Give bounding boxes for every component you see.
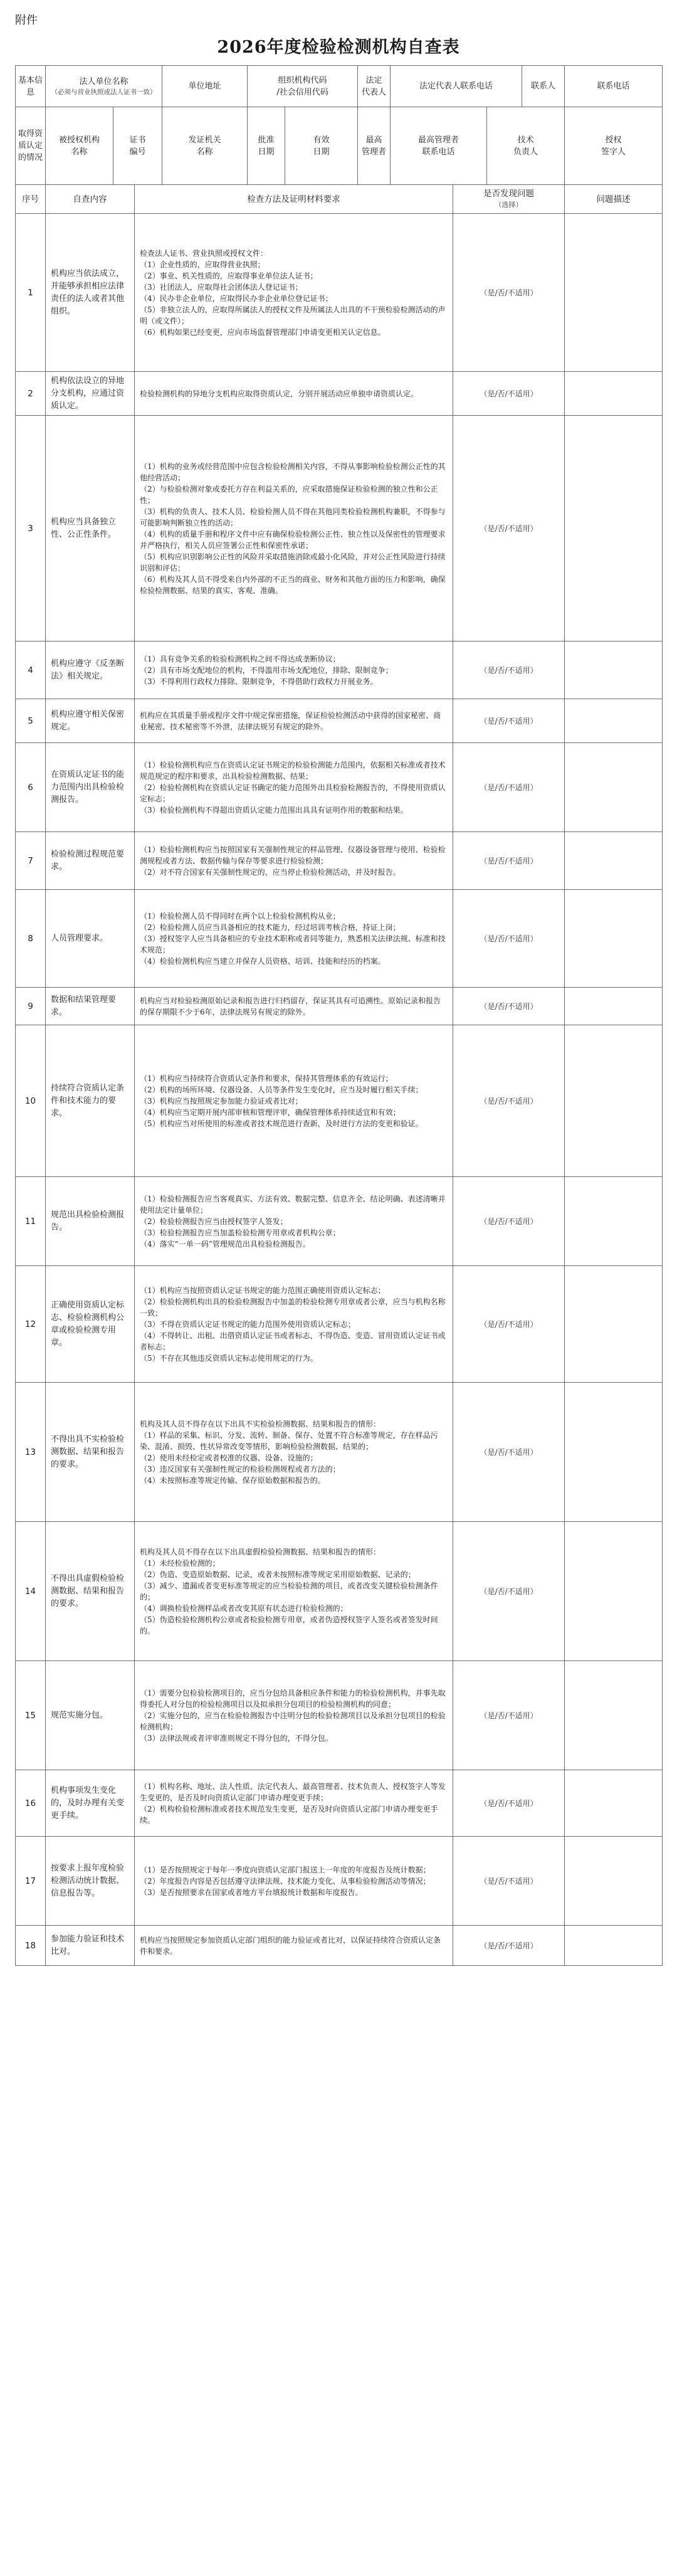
- method-line: （5）非独立法人的，应取得所属法人的授权文件及所属法人出具的不干预检验检测活动的声明（或文件）；: [140, 305, 446, 325]
- top-manager-phone-label-2: 联系电话: [422, 147, 455, 157]
- method-line: （5）机构应识别影响公正性的风险并采取措施消除或最小化风险，并对公正性风险进行持续识别和评估；: [140, 552, 446, 573]
- method-line: （3）减少、遗漏或者变更标准等规定的应当检验检测的项目，或者改变关键检验检测条件的；: [140, 1581, 438, 1602]
- legal-rep-phone-cell[interactable]: 法定代表人联系电话: [391, 66, 522, 107]
- table-row: [16, 699, 663, 743]
- method-line: （2）实施分包的，应当在检验检测报告中注明分包的检验检测项目以及承担分包项目的检验检测机构；: [140, 1711, 446, 1731]
- approval-date-label-2: 日期: [258, 147, 275, 157]
- table-row: [16, 1266, 663, 1383]
- issue-found-select[interactable]: （是/否/不适用）: [453, 1661, 565, 1770]
- table-row: [16, 1383, 663, 1522]
- method-line: （4）检验检测机构应当建立并保存人员资格、培训、技能和经历的档案。: [140, 956, 386, 966]
- method-line: （3）机构的负责人、技术人员、检验检测人员不得在其他同类检验检测机构兼职，不得参与可能影响判断独立性的活动；: [140, 507, 446, 527]
- issue-found-select[interactable]: （是/否/不适用）: [453, 832, 565, 890]
- check-items: [16, 214, 663, 1966]
- issue-found-select[interactable]: （是/否/不适用）: [453, 1770, 565, 1837]
- approval-date-cell[interactable]: [248, 107, 285, 185]
- legal-rep-label-1: 法定: [365, 75, 382, 85]
- row-number: 14: [16, 1522, 46, 1661]
- issue-description-field[interactable]: [565, 416, 663, 641]
- method-line: （4）不得转让、出租、出借资质认定证书或者标志，不得伪造、变造、冒用资质认定证书或者标志；: [140, 1331, 446, 1351]
- org-code-label: 组织机构代码: [278, 75, 327, 85]
- check-content: 不得出具不实检验检测数据、结果和报告的要求。: [46, 1383, 135, 1522]
- issue-found-select[interactable]: （是/否/不适用）: [453, 214, 565, 372]
- check-content: 人员管理要求。: [46, 890, 135, 988]
- check-method: [135, 1025, 453, 1177]
- check-content: 机构应当具备独立性、公正性条件。: [46, 416, 135, 641]
- issue-description-field[interactable]: [565, 743, 663, 832]
- check-content: 机构应遵守《反垄断法》相关规定。: [46, 641, 135, 699]
- issuer-label-1: 发证机关: [188, 135, 221, 145]
- check-method: [135, 890, 453, 988]
- page-title: 2026年度检验检测机构自查表: [217, 38, 460, 57]
- top-manager-phone-cell[interactable]: [391, 107, 487, 185]
- method-line: （2）与检验检测对象或委托方存在利益关系的，应采取措施保证检验检测的独立性和公正性；: [140, 484, 438, 505]
- legal-entity-name-cell[interactable]: [46, 66, 162, 107]
- method-line: （1）未经检验检测的；: [140, 1558, 220, 1568]
- qualification-info-label: 取得资质认定的情况: [16, 107, 46, 185]
- table-row: [16, 1926, 663, 1966]
- cert-no-label-2: 编号: [129, 147, 146, 157]
- method-line: （3）是否按照要求在国家或者地方平台填报统计数据和年度报告。: [140, 1887, 363, 1897]
- method-line: 机构及其人员不得存在以下出具不实检验检测数据、结果和报告的情形：: [140, 1419, 381, 1428]
- method-line: （3）违反国家有关强制性规定的检验检测规程或者方法的；: [140, 1464, 340, 1474]
- legal-entity-name-note: （必须与营业执照或法人证书一致）: [51, 88, 157, 96]
- tech-lead-cell[interactable]: [487, 107, 565, 185]
- issue-found-select[interactable]: （是/否/不适用）: [453, 890, 565, 988]
- check-method: [135, 372, 453, 416]
- check-content: 持续符合资质认定条件和技术能力的要求。: [46, 1025, 135, 1177]
- credit-code-label: /社会信用代码: [276, 87, 328, 97]
- table-row: [16, 1522, 663, 1661]
- method-line: （4）机构的质量手册和程序文件中应有确保检验检测公正性、独立性以及保密性的管理要求并严格执行，相关人员应签署公正性和保密性承诺；: [140, 529, 446, 550]
- issue-found-select[interactable]: （是/否/不适用）: [453, 1837, 565, 1926]
- contact-person-cell[interactable]: 联系人: [522, 66, 565, 107]
- issue-description-field[interactable]: [565, 890, 663, 988]
- method-line: （3）授权签字人应当具备相应的专业技术职称或者同等能力，熟悉相关法律法规、标准和技术规范；: [140, 934, 446, 954]
- tech-lead-label-1: 技术: [517, 135, 534, 145]
- issue-description-field[interactable]: [565, 1770, 663, 1837]
- issue-description-field[interactable]: [565, 1837, 663, 1926]
- lab-name-label-2: 名称: [71, 147, 88, 157]
- method-line: （1）检验检测人员不得同时在两个以上检验检测机构从业；: [140, 911, 340, 921]
- basic-info-row: [16, 66, 663, 107]
- method-line: （1）机构名称、地址、法人性质、法定代表人、最高管理者、技术负责人、授权签字人等发生变更的，是否及时向资质认定部门申请办理变更手续；: [140, 1782, 446, 1802]
- annex-label: 附件: [15, 14, 38, 27]
- issue-description-field[interactable]: [565, 214, 663, 372]
- issue-found-select[interactable]: （是/否/不适用）: [453, 1177, 565, 1266]
- table-row: [16, 1025, 663, 1177]
- method-line: （1）检验检测报告应当客观真实、方法有效、数据完整、信息齐全、结论明确、表述清晰并使用法定计量单位；: [140, 1194, 446, 1215]
- table-row: [16, 743, 663, 832]
- method-line: （1）机构应当按照资质认定证书规定的能力范围正确使用资质认定标志；: [140, 1285, 386, 1295]
- valid-date-label-1: 有效: [313, 135, 330, 145]
- check-method: [135, 1522, 453, 1661]
- check-content: 规范实施分包。: [46, 1661, 135, 1770]
- method-line: （2）检验检测机构出具的检验检测报告中加盖的检验检测专用章或者公章，应当与机构名称一致；: [140, 1297, 446, 1317]
- row-number: 1: [16, 214, 46, 372]
- top-manager-cell[interactable]: [358, 107, 391, 185]
- method-line: （1）样品的采集、标识、分发、流转、制备、保存、处置不符合标准等规定，存在样品污染、混淆、损毁、性状异常改变等情形，影响检验检测数据、结果的；: [140, 1430, 438, 1451]
- check-content: 机构事项发生变化的，及时办理有关变更手续。: [46, 1770, 135, 1837]
- method-line: （4）未按照标准等规定传输、保存原始数据和报告的。: [140, 1475, 325, 1485]
- method-line: （1）需要分包检验检测项目的，应当分包给具备相应条件和能力的检验检测机构，并事先取得委托人对分包的检验检测项目以及拟承担分包项目的检验检测机构的同意；: [140, 1688, 446, 1709]
- contact-phone-cell[interactable]: 联系电话: [565, 66, 663, 107]
- check-method: [135, 988, 453, 1025]
- method-line: （2）检验检测机构在资质认定证书确定的能力范围外出具检验检测报告的，不得使用资质认定标志；: [140, 783, 446, 803]
- issue-found-select[interactable]: （是/否/不适用）: [453, 1522, 565, 1661]
- method-line: 机构应在其质量手册或程序文件中规定保密措施，保证检验检测活动中获得的国家秘密、商业秘密、技术秘密等不外泄，法律法规另有规定的除外。: [140, 710, 441, 731]
- col-header-found-title: 是否发现问题: [483, 188, 535, 199]
- method-line: （3）社团法人，应取得社会团体法人登记证书；: [140, 282, 303, 292]
- check-method: [135, 1266, 453, 1383]
- method-line: （2）使用未经检定或者校准的仪器、设备、设施的；: [140, 1453, 318, 1462]
- check-content: 正确使用资质认定标志、检验检测机构公章或检验检测专用章。: [46, 1266, 135, 1383]
- row-number: 3: [16, 416, 46, 641]
- check-content: 机构应遵守相关保密规定。: [46, 699, 135, 743]
- cert-no-label-1: 证书: [129, 135, 146, 145]
- check-method: [135, 1837, 453, 1926]
- method-line: 机构应当对检验检测原始记录和报告进行归档留存，保证其具有可追溯性。原始记录和报告的保存期限不少于6年，法律法规另有规定的除外。: [140, 996, 441, 1016]
- table-row: [16, 1837, 663, 1926]
- table-row: [16, 372, 663, 416]
- unit-address-cell[interactable]: 单位地址: [162, 66, 248, 107]
- table-row: [16, 641, 663, 699]
- method-line: （1）是否按照规定于每年一季度向资质认定部门报送上一年度的年度报告及统计数据；: [140, 1865, 431, 1874]
- method-line: （2）机构的场所环境、仪器设备、人员等条件发生变化时，应当及时履行相关手续；: [140, 1085, 423, 1094]
- qualification-info-row: [16, 107, 663, 185]
- row-number: 4: [16, 641, 46, 699]
- check-method: [135, 1926, 453, 1966]
- method-line: （1）检验检测机构应当在资质认定证书规定的检验检测能力范围内，依据相关标准或者技术规范规定的程序和要求，出具检验检测数据、结果；: [140, 760, 446, 781]
- method-line: （2）具有市场支配地位的机构，不得滥用市场支配地位，排除、限制竞争；: [140, 665, 393, 675]
- top-manager-label-2: 管理者: [362, 147, 387, 157]
- issuer-label-2: 名称: [196, 147, 213, 157]
- table-row: [16, 214, 663, 372]
- row-number: 5: [16, 699, 46, 743]
- issue-found-select[interactable]: （是/否/不适用）: [453, 372, 565, 416]
- check-method: [135, 1383, 453, 1522]
- row-number: 8: [16, 890, 46, 988]
- method-line: （1）机构的业务或经营范围中应包含检验检测相关内容，不得从事影响检验检测公正性的其他经营活动；: [140, 462, 446, 482]
- issue-description-field[interactable]: [565, 641, 663, 699]
- col-header-method: 检查方法及证明材料要求: [135, 185, 453, 214]
- top-manager-phone-label-1: 最高管理者: [418, 135, 459, 145]
- check-method: [135, 416, 453, 641]
- check-content: 规范出具检验检测报告。: [46, 1177, 135, 1266]
- method-line: （5）不存在其他违反资质认定标志使用规定的行为。: [140, 1353, 318, 1363]
- col-header-content: 自查内容: [46, 185, 135, 214]
- check-method: [135, 641, 453, 699]
- column-header-row: [16, 185, 663, 214]
- table-row: [16, 1177, 663, 1266]
- basic-info-label: 基本信息: [16, 66, 46, 107]
- issue-description-field[interactable]: [565, 1177, 663, 1266]
- check-method: [135, 699, 453, 743]
- check-content: 机构依法设立的异地分支机构，应通过资质认定。: [46, 372, 135, 416]
- issue-description-field[interactable]: [565, 832, 663, 890]
- check-method: [135, 1661, 453, 1770]
- check-content: 检验检测过程规范要求。: [46, 832, 135, 890]
- issue-description-field[interactable]: [565, 699, 663, 743]
- col-header-desc: 问题描述: [565, 185, 663, 214]
- tech-lead-label-2: 负责人: [513, 147, 538, 157]
- legal-rep-label-2: 代表人: [362, 87, 387, 97]
- issue-description-field[interactable]: [565, 1661, 663, 1770]
- method-line: （4）调换检验检测样品或者改变其原有状态进行检验检测的；: [140, 1603, 348, 1613]
- table-row: [16, 1661, 663, 1770]
- col-header-no: 序号: [16, 185, 46, 214]
- issue-found-select[interactable]: （是/否/不适用）: [453, 416, 565, 641]
- table-row: [16, 988, 663, 1025]
- method-line: （3）不得利用行政权力排除、限制竞争，不得借助行政权力开展业务。: [140, 677, 378, 686]
- check-content: 数据和结果管理要求。: [46, 988, 135, 1025]
- signatory-label-1: 授权: [605, 135, 622, 145]
- method-line: （4）民办非企业单位，应取得民办非企业单位登记证书；: [140, 293, 333, 303]
- cert-no-cell[interactable]: [113, 107, 162, 185]
- issue-description-field[interactable]: [565, 1025, 663, 1177]
- check-content: 机构应当依法成立，并能够承担相应法律责任的法人或者其他组织。: [46, 214, 135, 372]
- signatory-label-2: 签字人: [601, 147, 626, 157]
- row-number: 15: [16, 1661, 46, 1770]
- row-number: 11: [16, 1177, 46, 1266]
- issue-found-select[interactable]: （是/否/不适用）: [453, 641, 565, 699]
- lab-name-cell[interactable]: [46, 107, 113, 185]
- check-content: 参加能力验证和技术比对。: [46, 1926, 135, 1966]
- row-number: 13: [16, 1383, 46, 1522]
- method-line: （1）企业性质的，应取得营业执照；: [140, 260, 265, 269]
- table-row: [16, 832, 663, 890]
- check-method: [135, 1177, 453, 1266]
- method-line: （1）机构应当持续符合资质认定条件和要求，保持其管理体系的有效运行；: [140, 1074, 393, 1083]
- method-line: 检验检测机构的异地分支机构应取得资质认定，分别开展活动应单独申请资质认定。: [140, 389, 419, 398]
- row-number: 6: [16, 743, 46, 832]
- method-line: （2）检验检测报告应当由授权签字人签发；: [140, 1217, 288, 1226]
- check-content: 不得出具虚假检验检测数据、结果和报告的要求。: [46, 1522, 135, 1661]
- table-row: [16, 890, 663, 988]
- issue-found-select[interactable]: （是/否/不适用）: [453, 1926, 565, 1966]
- method-line: （3）检验检测报告应当加盖检验检测专用章或者机构公章；: [140, 1228, 340, 1237]
- method-line: （2）检验检测人员应当具备相应的技术能力，经过培训考核合格，持证上岗；: [140, 922, 401, 932]
- row-number: 12: [16, 1266, 46, 1383]
- issue-found-select[interactable]: （是/否/不适用）: [453, 1383, 565, 1522]
- method-line: （3）不得在资质认定证书规定的能力范围外使用资质认定标志；: [140, 1319, 355, 1329]
- issue-description-field[interactable]: [565, 1926, 663, 1966]
- method-line: （2）年度报告内容是否包括遵守法律法规、技术能力变化、从事检验检测活动等情况；: [140, 1876, 431, 1886]
- row-number: 7: [16, 832, 46, 890]
- row-number: 10: [16, 1025, 46, 1177]
- method-line: （5）伪造检验检测机构公章或者检验检测专用章，或者伪造授权签字人签名或者签发时间的。: [140, 1615, 438, 1635]
- method-line: 机构及其人员不得存在以下出具虚假检验检测数据、结果和报告的情形：: [140, 1547, 381, 1556]
- issue-description-field[interactable]: [565, 372, 663, 416]
- issue-description-field[interactable]: [565, 1522, 663, 1661]
- check-method: [135, 832, 453, 890]
- check-method: [135, 1770, 453, 1837]
- check-method: [135, 743, 453, 832]
- col-header-found-note: （选择）: [495, 200, 523, 209]
- issuer-cell[interactable]: [162, 107, 248, 185]
- method-line: （6）机构及其人员不得受来自内外部的不正当的商业、财务和其他方面的压力和影响，确保检验检测数据、结果的真实、客观、准确。: [140, 574, 446, 595]
- method-line: （2）机构检验检测标准或者技术规范发生变更，是否及时向资质认定部门申请办理变更手续。: [140, 1804, 438, 1825]
- check-content: 在资质认定证书的能力范围内出具检验检测报告。: [46, 743, 135, 832]
- method-line: （3）检验检测机构不得超出资质认定能力范围出具具有证明作用的数据和结果。: [140, 805, 408, 815]
- method-line: 检查法人证书、营业执照或授权文件：: [140, 248, 268, 258]
- legal-entity-name-label: 法人单位名称: [79, 77, 129, 87]
- issue-found-select[interactable]: （是/否/不适用）: [453, 743, 565, 832]
- row-number: 16: [16, 1770, 46, 1837]
- method-line: （2）事业、机关性质的，应取得事业单位法人证书；: [140, 271, 318, 280]
- method-line: （5）机构应当对所使用的标准或者技术规范进行查新，及时进行方法的变更和验证。: [140, 1119, 423, 1128]
- table-row: [16, 416, 663, 641]
- issue-description-field[interactable]: [565, 1266, 663, 1383]
- top-manager-label-1: 最高: [365, 135, 382, 145]
- method-line: （4）机构应当定期开展内部审核和管理评审，确保管理体系持续适宜和有效；: [140, 1107, 401, 1117]
- approval-date-label-1: 批准: [258, 135, 275, 145]
- row-number: 17: [16, 1837, 46, 1926]
- col-header-found: [453, 185, 565, 214]
- method-line: （6）机构如果已经变更，应向市场监督管理部门申请变更相关认定信息。: [140, 327, 386, 337]
- lab-name-label-1: 被授权机构: [58, 135, 100, 145]
- valid-date-cell[interactable]: [285, 107, 358, 185]
- method-line: （3）机构应当按照规定参加能力验证或者比对；: [140, 1096, 303, 1106]
- issue-found-select[interactable]: （是/否/不适用）: [453, 1025, 565, 1177]
- issue-found-select[interactable]: （是/否/不适用）: [453, 988, 565, 1025]
- row-number: 2: [16, 372, 46, 416]
- issue-description-field[interactable]: [565, 988, 663, 1025]
- method-line: （2）伪造、变造原始数据、记录，或者未按照标准等规定采用原始数据、记录的；: [140, 1570, 416, 1579]
- row-number: 9: [16, 988, 46, 1025]
- issue-found-select[interactable]: （是/否/不适用）: [453, 699, 565, 743]
- method-line: （3）法律法规或者评审准则规定不得分包的，不得分包。: [140, 1733, 333, 1743]
- method-line: （1）检验检测机构应当按照国家有关强制性规定的样品管理、仪器设备管理与使用、检验检测规程或者方法、数据传输与保存等要求进行检验检测；: [140, 845, 446, 865]
- method-line: （2）对不符合国家有关强制性规定的，应当停止检验检测活动，并及时报告。: [140, 867, 401, 877]
- signatory-cell[interactable]: [565, 107, 663, 185]
- method-line: （1）具有竞争关系的检验检测机构之间不得达成垄断协议；: [140, 654, 340, 663]
- method-line: （4）落实“一单一码”管理规范出具检验检测报告。: [140, 1239, 310, 1248]
- method-line: 机构应当按照规定参加资质认定部门组织的能力验证或者比对，以保证持续符合资质认定条件和要求。: [140, 1935, 441, 1956]
- check-method: [135, 214, 453, 372]
- org-code-cell[interactable]: [248, 66, 358, 107]
- row-number: 18: [16, 1926, 46, 1966]
- legal-rep-cell[interactable]: [358, 66, 391, 107]
- check-content: 按要求上报年度检验检测活动统计数据、信息报告等。: [46, 1837, 135, 1926]
- table-row: [16, 1770, 663, 1837]
- issue-found-select[interactable]: （是/否/不适用）: [453, 1266, 565, 1383]
- self-check-table: [15, 65, 663, 1966]
- issue-description-field[interactable]: [565, 1383, 663, 1522]
- valid-date-label-2: 日期: [313, 147, 330, 157]
